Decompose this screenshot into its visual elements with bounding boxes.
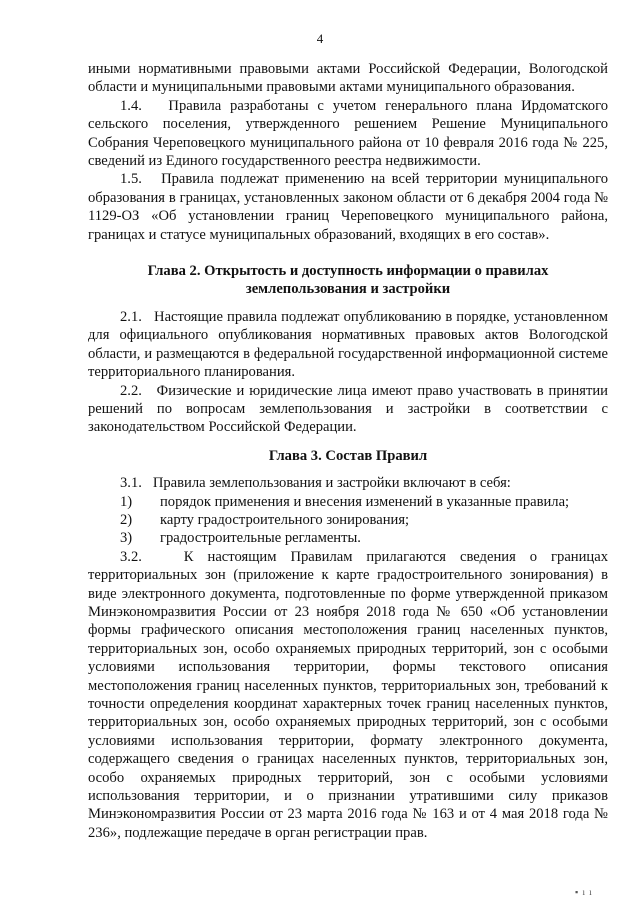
list-item-text: градостроительные регламенты. <box>160 530 361 547</box>
list-item-text: порядок применения и внесения изменений в указанные правила; <box>160 493 570 510</box>
chapter-3-heading <box>88 447 608 465</box>
list-item-number: 1) <box>120 493 133 510</box>
chapter-2-heading-line1: Глава 2. Открытость и доступность информации о правилах <box>147 263 549 280</box>
list-item <box>88 493 608 511</box>
paragraph-3-2: 3.2. К настоящим Правилам прилагаются сведения о границах территориальных зон (приложение к карте градостроительного зонирования) в виде электронного документа, подготовленные по форме утвержденной приказом Минэкономразвития России от 23 ноября 2018 года № 650 «Об установлении формы графического описания местоположения границ населенных пунктов, территориальных зон, особо охраняемых природных территорий, зон с особыми условиями использования территории, формы текстового описания местоположения границ населенных пунктов, территориальных зон, требований к точности определения координат характерных точек границ населенных пунктов, территориальных зон, особо охраняемых природных территорий, зон с особыми условиями использования территории, формату электронного документа, содержащего сведения о границах населенных пунктов, территориальных зон, особо охраняемых природных территорий, зон с особыми условиями использования территории, и о признании утратившими силу приказов Минэкономразвития России от 23 марта 2016 года № 163 и от 4 мая 2018 года № 236», подлежащие передаче в орган регистрации прав. <box>88 548 608 841</box>
paragraph-2-2: 2.2. Физические и юридические лица имеют право участвовать в принятии решений по вопросам землепользования и застройки в соответствии с законодательством Российской Федерации. <box>88 382 608 436</box>
chapter-3-heading-text: Глава 3. Состав Правил <box>268 447 428 464</box>
chapter-2-heading-line2: землепользования и застройки <box>245 281 451 298</box>
list-item <box>88 529 608 547</box>
list-item-text: карту градостроительного зонирования; <box>160 511 410 528</box>
paragraph-continuation: иными нормативными правовыми актами Российской Федерации, Вологодской области и муниципальными правовыми актами муниципального образования. <box>88 61 608 96</box>
paragraph-2-1: 2.1. Настоящие правила подлежат опубликованию в порядке, установленном для официального опубликования нормативных правовых актов Вологодской области, и размещаются в федеральной государственной информационной системе территориального планирования. <box>88 308 608 381</box>
page-number: 4 <box>316 31 324 46</box>
chapter-2-heading <box>88 262 608 299</box>
scan-mark: ▪ ı ı <box>575 887 593 897</box>
list-item <box>88 511 608 529</box>
paragraph-1-4: 1.4. Правила разработаны с учетом генерального плана Ирдоматского сельского поселения, утвержденного решением Решение Муниципального Собрания Череповецкого муниципального района от 10 февраля 2016 года № 225, сведений из Единого государственного реестра недвижимости. <box>88 97 608 170</box>
paragraph-1-5: 1.5. Правила подлежат применению на всей территории муниципального образования в границах, установленных законом области от 6 декабря 2004 года № 1129-ОЗ «Об установлении границ Череповецкого муниципального района, границах и статусе муниципальных образований, входящих в его состав». <box>88 171 608 243</box>
list-item-number: 2) <box>120 511 133 528</box>
list-item-number: 3) <box>120 530 133 547</box>
paragraph-3-1: 3.1. Правила землепользования и застройки включают в себя: <box>120 475 511 492</box>
document-body <box>88 60 608 842</box>
